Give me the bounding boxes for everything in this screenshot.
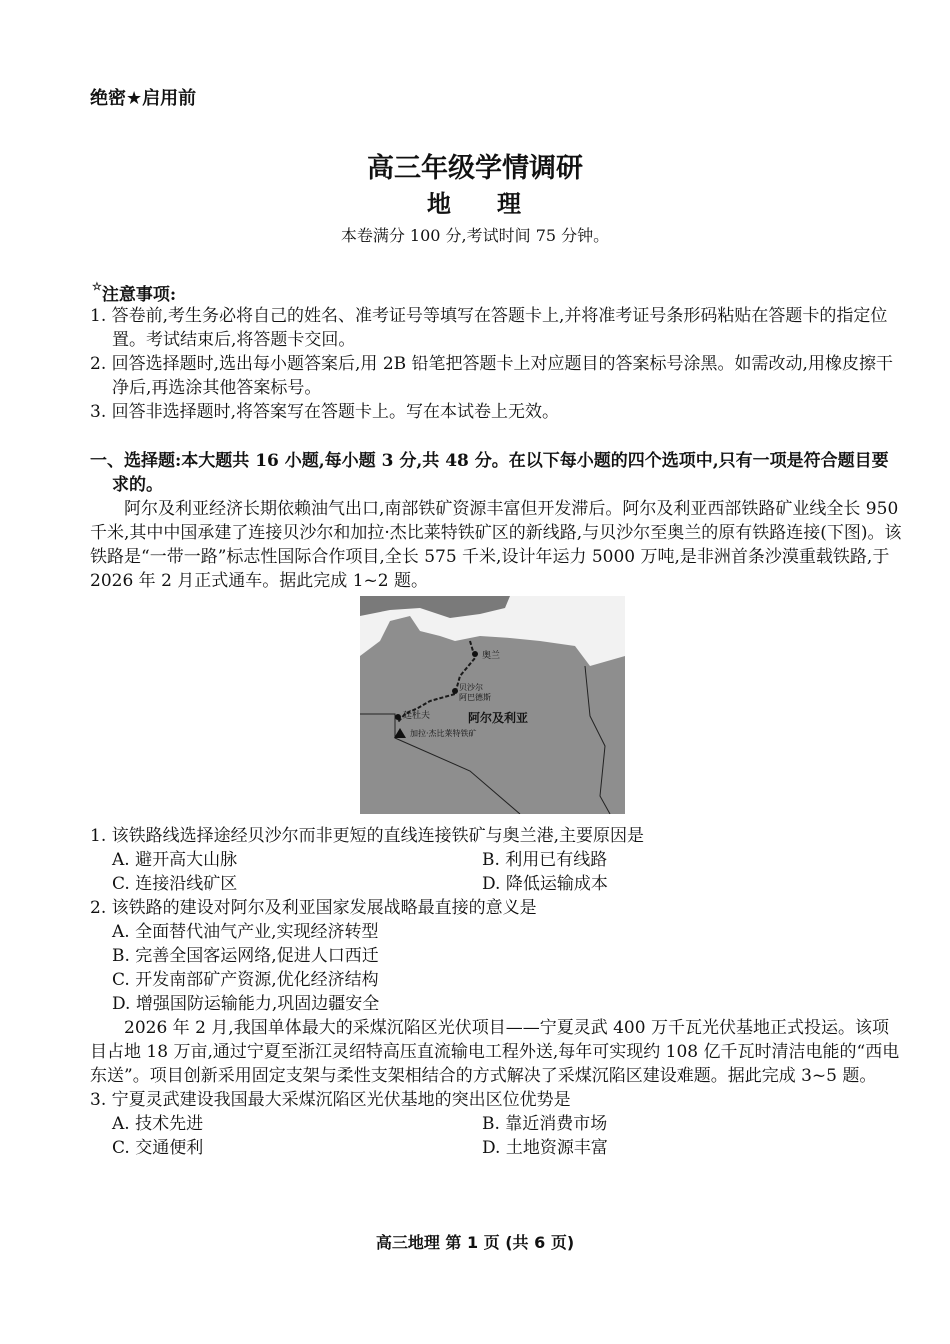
- option: C. 连接沿线矿区: [112, 874, 238, 894]
- score-info: 本卷满分 100 分,考试时间 75 分钟。: [340, 226, 610, 245]
- question-2-options: [90, 920, 905, 1016]
- bechar-dot: [452, 688, 458, 694]
- option: D. 土地资源丰富: [482, 1138, 608, 1158]
- label-bechar-sub: 阿巴德斯: [459, 693, 491, 702]
- option: B. 利用已有线路: [482, 850, 608, 870]
- passage-1: 阿尔及利亚经济长期依赖油气出口,南部铁矿资源丰富但开发滞后。阿尔及利亚西部铁路矿业线全长 950 千米,其中中国承建了连接贝沙尔和加拉·杰比莱特铁矿区的新线路,与贝沙尔至奥兰的原有铁路连接(下图)。该铁路是“一带一路”标志性国际合作项目,全长 575 千米,设计年运力 5000 万吨,是非洲首条沙漠重载铁路,于 2026 年 2 月正式通车。据此完成 1~2 题。: [90, 499, 902, 591]
- notice-title: ☆注意事项:: [92, 280, 177, 305]
- notice-item: 3. 回答非选择题时,将答案写在答题卡上。写在本试卷上无效。: [90, 402, 560, 422]
- question-2-stem: 2. 该铁路的建设对阿尔及利亚国家发展战略最直接的意义是: [90, 898, 537, 918]
- option: B. 完善全国客运网络,促进人口西迁: [112, 946, 379, 966]
- option: A. 全面替代油气产业,实现经济转型: [112, 922, 379, 942]
- question-1-options: [90, 848, 905, 896]
- label-mine: 加拉·杰比莱特铁矿: [410, 729, 477, 738]
- option: D. 降低运输成本: [482, 874, 608, 894]
- map-svg: [360, 596, 625, 814]
- label-algeria: 阿尔及利亚: [468, 711, 529, 725]
- option: A. 避开高大山脉: [112, 850, 238, 870]
- option: A. 技术先进: [112, 1114, 204, 1134]
- option: C. 交通便利: [112, 1138, 204, 1158]
- question-1-stem: 1. 该铁路线选择途经贝沙尔而非更短的直线连接铁矿与奥兰港,主要原因是: [90, 826, 645, 846]
- notice-item: 2. 回答选择题时,选出每小题答案后,用 2B 铅笔把答题卡上对应题目的答案标号涂黑。如需改动,用橡皮擦干净后,再选涂其他答案标号。: [90, 354, 893, 398]
- star-icon: ☆: [92, 280, 102, 293]
- question-3-stem: 3. 宁夏灵武建设我国最大采煤沉陷区光伏基地的突出区位优势是: [90, 1090, 571, 1110]
- subject-char-2: 理: [497, 190, 523, 218]
- notice-item: 1. 答卷前,考生务必将自己的姓名、准考证号等填写在答题卡上,并将准考证号条形码粘贴在答题卡的指定位置。考试结束后,将答题卡交回。: [90, 306, 888, 350]
- option: D. 增强国防运输能力,巩固边疆安全: [112, 994, 380, 1014]
- exam-title: 高三年级学情调研: [367, 153, 583, 184]
- border-line-east: [585, 666, 610, 814]
- option: C. 开发南部矿产资源,优化经济结构: [112, 970, 379, 990]
- oran-dot: [472, 651, 478, 657]
- section-one: [90, 449, 905, 593]
- subject-char-1: 地: [427, 190, 453, 218]
- mine-triangle-icon: [394, 728, 406, 738]
- question-3-options: [90, 1112, 905, 1160]
- subject-title: [0, 184, 950, 219]
- tindouf-dot: [395, 714, 401, 720]
- label-tindouf: 廷杜夫: [403, 711, 431, 721]
- notice-list: [90, 304, 905, 424]
- questions-block: [90, 824, 905, 1160]
- railway-line: [398, 641, 475, 722]
- label-bechar: 贝沙尔: [459, 683, 483, 692]
- page-footer: 高三地理 第 1 页 (共 6 页): [375, 1233, 575, 1252]
- option: B. 靠近消费市场: [482, 1114, 608, 1134]
- label-oran: 奥兰: [482, 651, 501, 661]
- passage-2: 2026 年 2 月,我国单体最大的采煤沉陷区光伏项目——宁夏灵武 400 万千瓦光伏基地正式投运。该项目占地 18 万亩,通过宁夏至浙江灵绍特高压直流输电工程外送,每年可实现约 108 亿千瓦时清洁电能的“西电东送”。项目创新采用固定支架与柔性支架相结合的方式解决了采煤沉陷区建设难题。据此完成 3~5 题。: [90, 1018, 900, 1086]
- section-header: 一、选择题:本大题共 16 小题,每小题 3 分,共 48 分。在以下每小题的四个选项中,只有一项是符合题目要求的。: [90, 451, 889, 495]
- algeria-railway-map: [360, 596, 625, 814]
- secret-label: 绝密★启用前: [90, 88, 197, 109]
